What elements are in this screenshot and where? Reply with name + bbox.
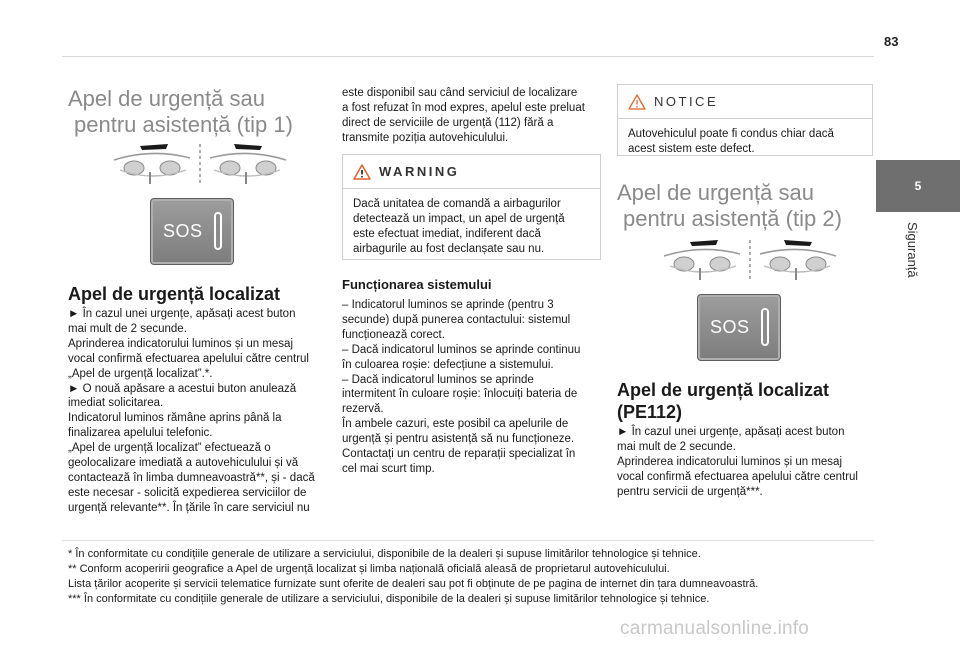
dashboard-illustration-icon bbox=[110, 140, 290, 188]
section-title-type1 bbox=[68, 86, 330, 138]
sos-indicator-led bbox=[214, 212, 222, 250]
sos-button-type2[interactable] bbox=[697, 294, 781, 361]
notice-title: NOTICE bbox=[654, 94, 719, 109]
notice-box bbox=[617, 84, 873, 156]
body-continuation bbox=[342, 86, 602, 146]
footnote-1: * În conformitate cu condițiile generale de utilizare a serviciului, disponibile de la dealeri și supuse limitărilor tehnologice și tehnice. bbox=[68, 548, 701, 560]
footnote-3: Lista țărilor acoperite și servicii telematice furnizate sunt oferite de dealeri sau pot fi obținute de pe pagina de internet din țara dumneavoastră. bbox=[68, 578, 759, 590]
notice-triangle-icon bbox=[628, 94, 646, 110]
warning-body: Dacă unitatea de comandă a airbagurilor detectează un impact, un apel de urgență este efectuat imediat, indiferent dacă airbagurile au fost declanșate sau nu. bbox=[353, 198, 565, 255]
heading-localized-emergency-call-pe112 bbox=[617, 379, 873, 423]
chapter-label: Siguranță bbox=[905, 222, 920, 278]
heading-line1: Apel de urgență localizat bbox=[617, 380, 830, 400]
body-localized-emergency-call-pe112 bbox=[617, 425, 873, 500]
sos-label: SOS bbox=[163, 221, 203, 241]
section-title-line2: pentru asistență (tip 2) bbox=[623, 206, 842, 231]
sos-indicator-led bbox=[761, 308, 769, 346]
body-system-operation bbox=[342, 298, 604, 477]
footnote-4: *** În conformitate cu condițiile generale de utilizare a serviciului, disponibile de la dealeri și supuse limitărilor tehnologice și tehnice. bbox=[68, 593, 710, 605]
subheading-system-operation: Funcționarea sistemului bbox=[342, 277, 492, 292]
warning-header bbox=[343, 155, 600, 189]
section-title-line1: Apel de urgență sau bbox=[68, 86, 265, 111]
watermark: carmanualsonline.info bbox=[620, 618, 810, 639]
warning-box bbox=[342, 154, 601, 260]
footnote-divider bbox=[62, 540, 874, 541]
footnote-2: ** Conform acoperirii geografice a Apel de urgență localizat și limba națională oficială aleasă de proprietarul autovehiculului. bbox=[68, 563, 670, 575]
warning-triangle-icon bbox=[353, 164, 371, 180]
body-paragraph: ► În cazul unei urgențe, apăsați acest buton mai mult de 2 secunde. Aprinderea indicatorului luminos și un mesaj vocal confirmă efectuarea apelului către centrul „Apel de urgență localizat”.*. ► O nouă apăsare a acestui buton anulează imediat solicitarea. Indicatorul luminos rămâne aprins până la finalizarea apelului telefonic. „Apel de urgență localizat” efectuează o geolocalizare imediată a autovehiculului și vă contactează în limba dumneavoastră**, și - dacă este necesar - solicită expedierea serviciilor de urgență relevante**. În țările în care serviciul nu bbox=[68, 308, 315, 514]
dashboard-illustration-icon bbox=[660, 236, 840, 284]
page-number: 83 bbox=[884, 34, 899, 49]
body-paragraph: – Indicatorul luminos se aprinde (pentru 3 secunde) după punerea contactului: sistemul funcționează corect. – Dacă indicatorul luminos se aprinde continuu în culoarea roșie: defecțiune a sistemului. – Dacă indicatorul luminos se aprinde intermitent în culoare roșie: înlocuiți bateria de rezervă. În ambele cazuri, este posibil ca apelurile de urgență și pentru asistență să nu funcționeze. Contactați un centru de reparații specializat în cel mai scurt timp. bbox=[342, 299, 581, 475]
sos-label: SOS bbox=[710, 317, 750, 337]
header-divider bbox=[62, 56, 874, 57]
body-paragraph: ► În cazul unei urgențe, apăsați acest buton mai mult de 2 secunde. Aprinderea indicatorului luminos și un mesaj vocal confirmă efectuarea apelului către centrul pentru servicii de urgență***. bbox=[617, 426, 858, 498]
notice-header bbox=[618, 85, 872, 119]
heading-line2: (PE112) bbox=[617, 402, 683, 422]
warning-title: WARNING bbox=[379, 164, 460, 179]
section-title-line2: pentru asistență (tip 1) bbox=[74, 112, 293, 137]
chapter-tab[interactable] bbox=[876, 160, 960, 212]
section-title-line1: Apel de urgență sau bbox=[617, 180, 814, 205]
footnotes bbox=[68, 547, 878, 607]
notice-body: Autovehiculul poate fi condus chiar dacă acest sistem este defect. bbox=[628, 128, 834, 155]
section-title-type2 bbox=[617, 180, 873, 232]
chapter-number: 5 bbox=[914, 179, 922, 193]
heading-localized-emergency-call: Apel de urgență localizat bbox=[68, 284, 281, 304]
body-localized-emergency-call bbox=[68, 307, 330, 516]
body-paragraph: este disponibil sau când serviciul de localizare a fost refuzat în mod expres, apelul este preluat direct de serviciile de urgență (112) fără a transmite poziția autovehiculului. bbox=[342, 87, 585, 144]
sos-button-type1[interactable] bbox=[150, 198, 234, 265]
